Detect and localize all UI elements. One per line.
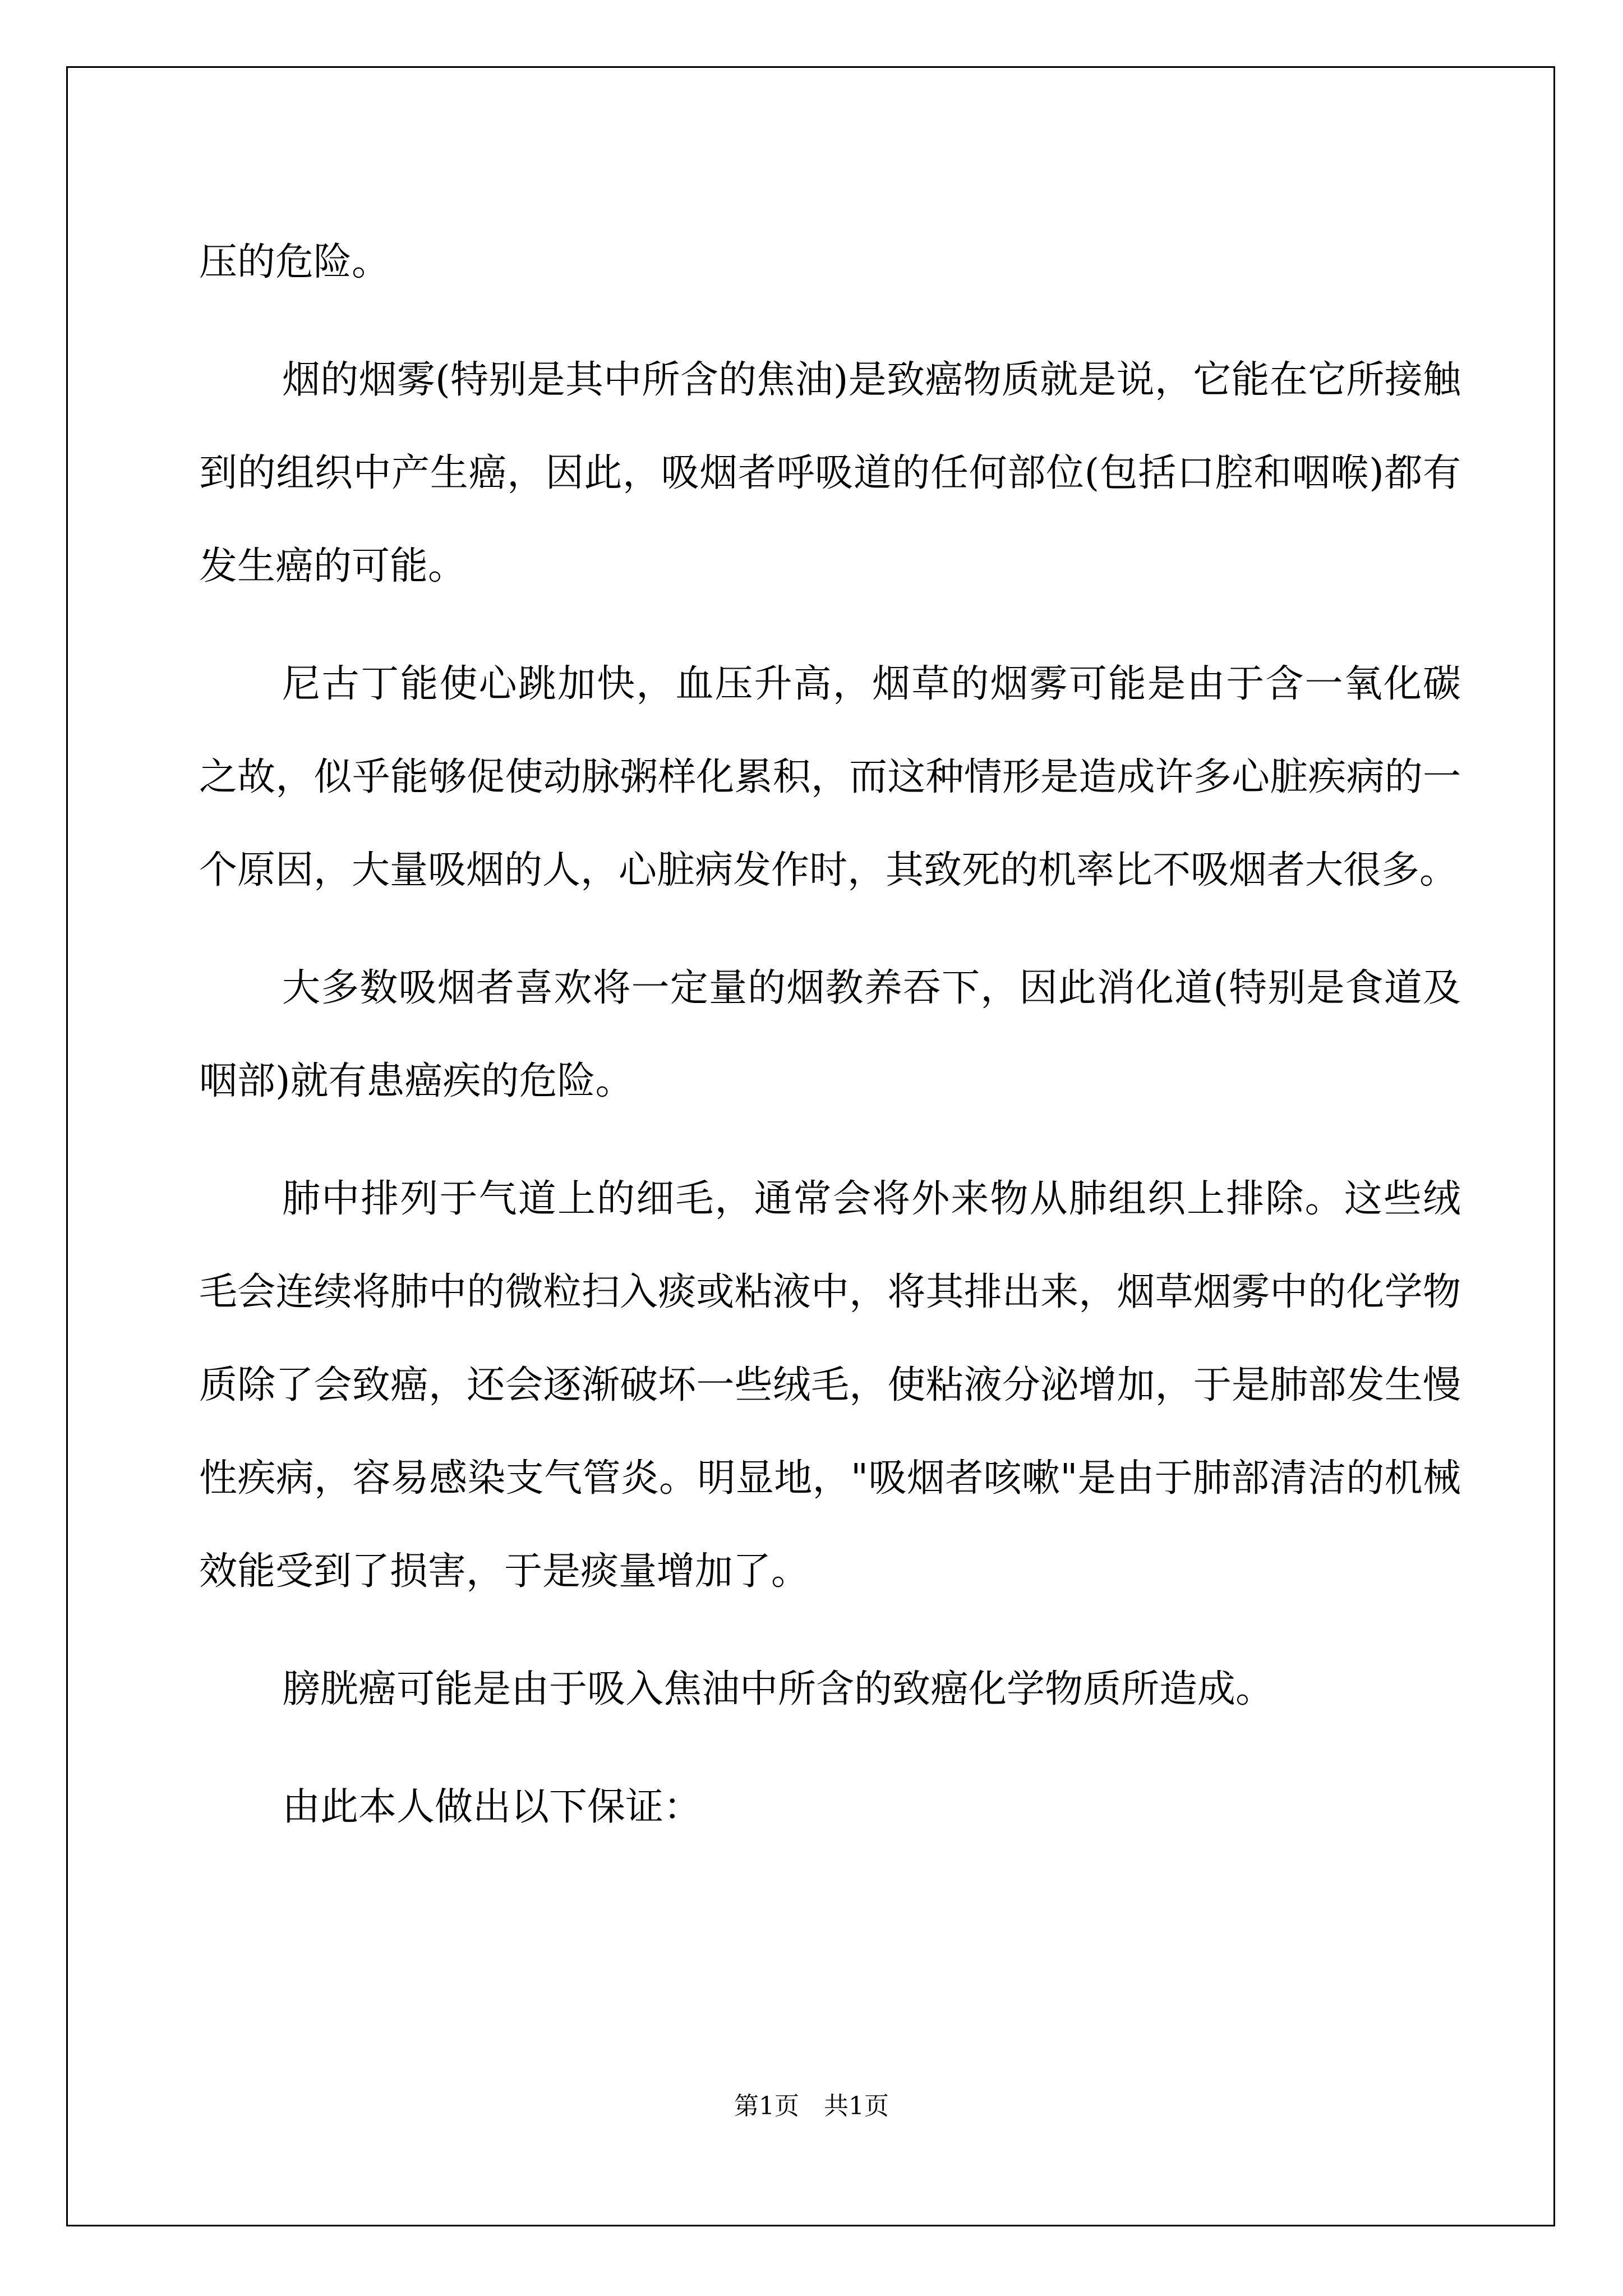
- paragraph: 尼古丁能使心跳加快，血压升高，烟草的烟雾可能是由于含一氧化碳之故，似乎能够促使动脉粥样化累积，而这种情形是造成许多心脏疾病的一个原因，大量吸烟的人，心脏病发作时，其致死的机率比不吸烟者大很多。: [199, 662, 1461, 892]
- paragraph: 膀胱癌可能是由于吸入焦油中所含的致癌化学物质所造成。: [282, 1667, 1274, 1711]
- paragraph: 由此本人做出以下保证：: [282, 1785, 702, 1829]
- paragraph: 大多数吸烟者喜欢将一定量的烟教养吞下，因此消化道(特别是食道及咽部)就有患癌疾的危险。: [199, 966, 1461, 1103]
- document-body: [199, 216, 1461, 1879]
- paragraph: 烟的烟雾(特别是其中所含的焦油)是致癌物质就是说，它能在它所接触到的组织中产生癌，因此，吸烟者呼吸道的任何部位(包括口腔和咽喉)都有发生癌的可能。: [199, 358, 1461, 588]
- paragraph: 肺中排列于气道上的细毛，通常会将外来物从肺组织上排除。这些绒毛会连续将肺中的微粒扫入痰或粘液中，将其排出来，烟草烟雾中的化学物质除了会致癌，还会逐渐破坏一些绒毛，使粘液分泌增加，于是肺部发生慢性疾病，容易感染支气管炎。明显地，"吸烟者咳嗽"是由于肺部清洁的机械效能受到了损害，于是痰量增加了。: [199, 1177, 1461, 1594]
- paragraph: 压的危险。: [199, 240, 390, 284]
- page-number-footer: 第1页 共1页: [734, 2092, 889, 2120]
